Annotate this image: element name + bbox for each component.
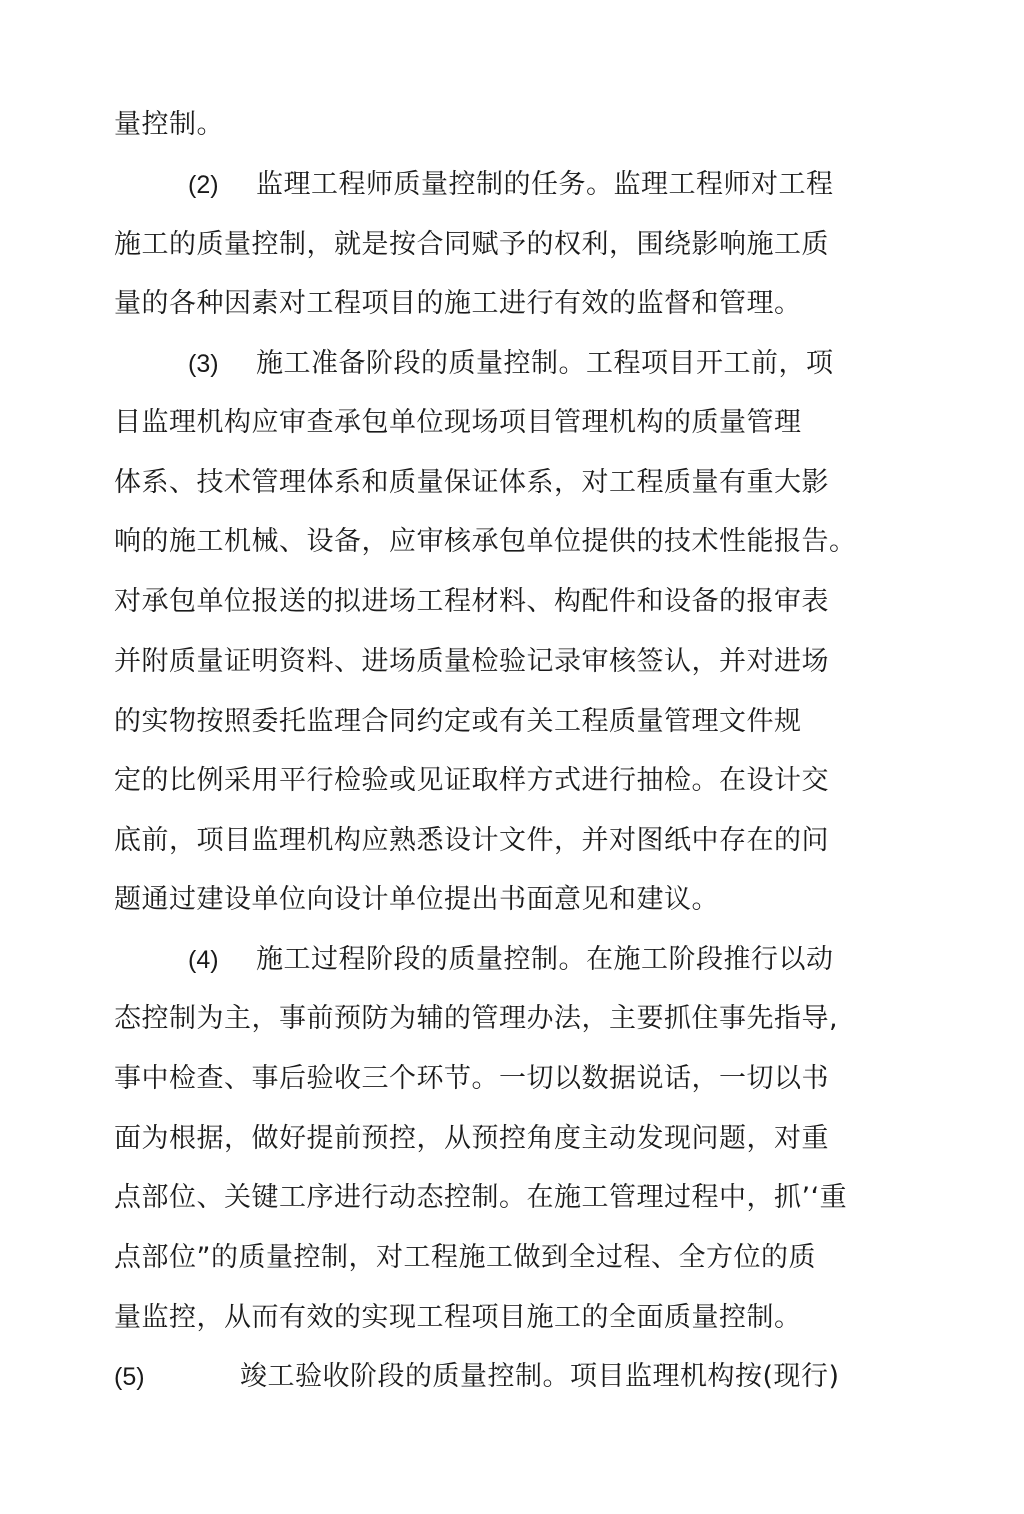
item-marker-3: (3)	[188, 350, 219, 378]
text-line: 施工的质量控制，就是按合同赋予的权利，围绕影响施工质	[114, 229, 829, 260]
text-line: 态控制为主，事前预防为辅的管理办法，主要抓住事先指导,	[114, 1003, 839, 1034]
text-line: 对承包单位报送的拟进场工程材料、构配件和设备的报审表	[114, 586, 829, 617]
text-line: 题通过建设单位向设计单位提出书面意见和建议。	[114, 884, 719, 915]
text-line: 底前，项目监理机构应熟悉设计文件，并对图纸中存在的问	[114, 825, 829, 856]
text-line: 响的施工机械、设备，应审核承包单位提供的技术性能报告。	[114, 526, 857, 557]
text-line: 目监理机构应审查承包单位现场项目管理机构的质量管理	[114, 407, 802, 438]
text-line: 并附质量证明资料、进场质量检验记录审核签认，并对进场	[114, 646, 829, 677]
text-line: 量的各种因素对工程项目的施工进行有效的监督和管理。	[114, 288, 802, 319]
text-line: 点部位”的质量控制，对工程施工做到全过程、全方位的质	[114, 1242, 816, 1273]
text-line: 体系、技术管理体系和质量保证体系，对工程质量有重大影	[114, 467, 829, 498]
text-line: 施工过程阶段的质量控制。在施工阶段推行以动	[256, 944, 834, 975]
text-line: 定的比例采用平行检验或见证取样方式进行抽检。在设计交	[114, 765, 829, 796]
text-line: 竣工验收阶段的质量控制。项目监理机构按(现行)	[240, 1361, 840, 1392]
text-line: 施工准备阶段的质量控制。工程项目开工前，项	[256, 348, 834, 379]
text-line: 的实物按照委托监理合同约定或有关工程质量管理文件规	[114, 706, 802, 737]
text-line: 量监控，从而有效的实现工程项目施工的全面质量控制。	[114, 1302, 802, 1333]
text-line: 量控制。	[114, 109, 224, 140]
item-marker-2: (2)	[188, 171, 219, 199]
text-line: 监理工程师质量控制的任务。监理工程师对工程	[256, 169, 834, 200]
text-line: 面为根据，做好提前预控，从预控角度主动发现问题，对重	[114, 1123, 829, 1154]
text-line: 事中检查、事后验收三个环节。一切以数据说话，一切以书	[114, 1063, 829, 1094]
item-marker-4: (4)	[188, 946, 219, 974]
text-line: 点部位、关键工序进行动态控制。在施工管理过程中，抓’‘重	[114, 1182, 848, 1213]
item-marker-5: (5)	[114, 1363, 145, 1391]
